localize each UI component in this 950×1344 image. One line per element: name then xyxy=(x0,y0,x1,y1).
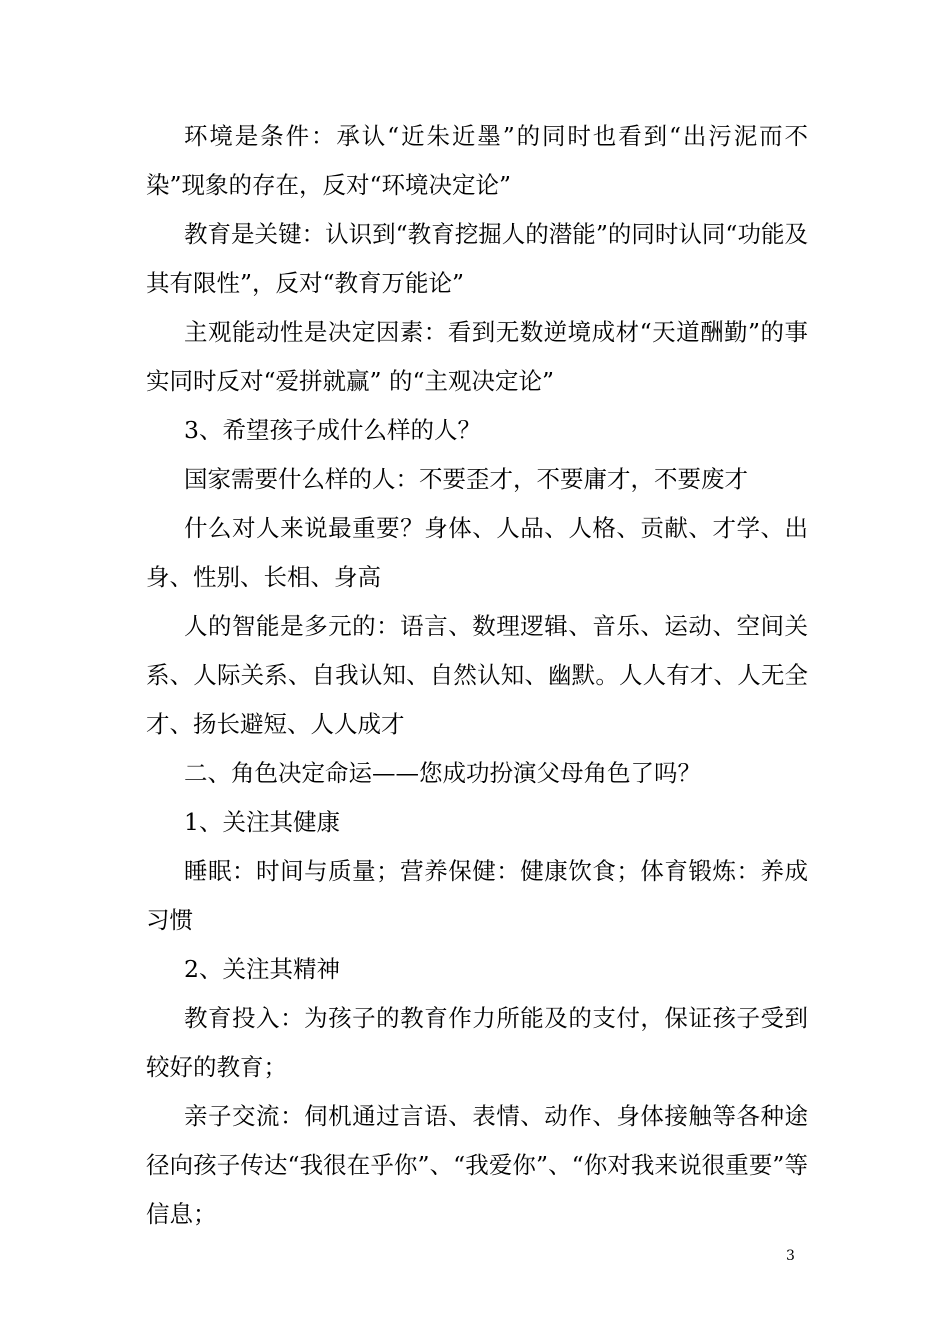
paragraph-education-investment: 教育投入：为孩子的教育作力所能及的支付，保证孩子受到较好的教育； xyxy=(146,1004,808,1081)
paragraph-most-important: 什么对人来说最重要？身体、人品、人格、贡献、才学、出身、性别、长相、身高 xyxy=(146,514,808,591)
heading-what-kind-of-person: 3、希望孩子成什么样的人？ xyxy=(184,416,481,444)
paragraph-national-needs: 国家需要什么样的人：不要歪才，不要庸才，不要废才 xyxy=(184,465,748,493)
paragraph-parent-child-communication: 亲子交流：伺机通过言语、表情、动作、身体接触等各种途径向孩子传达“我很在乎你”、“我爱你”、“你对我来说很重要”等信息； xyxy=(146,1102,808,1228)
paragraph-multiple-intelligences: 人的智能是多元的：语言、数理逻辑、音乐、运动、空间关系、人际关系、自我认知、自然认知、幽默。人人有才、人无全才、扬长避短、人人成才 xyxy=(146,612,808,738)
heading-spirit: 2、关注其精神 xyxy=(184,955,340,983)
paragraph-environment: 环境是条件：承认“近朱近墨”的同时也看到“出污泥而不染”现象的存在，反对“环境决定论” xyxy=(146,122,808,199)
heading-health: 1、关注其健康 xyxy=(184,808,340,836)
page-number: 3 xyxy=(786,1248,795,1264)
paragraph-initiative: 主观能动性是决定因素：看到无数逆境成材“天道酬勤”的事实同时反对“爱拼就赢” 的“主观决定论” xyxy=(146,318,808,395)
paragraph-education: 教育是关键：认识到“教育挖掘人的潜能”的同时认同“功能及其有限性”，反对“教育万能论” xyxy=(146,220,808,297)
heading-role-determines-fate: 二、角色决定命运——您成功扮演父母角色了吗？ xyxy=(184,759,701,787)
paragraph-health-details: 睡眠：时间与质量；营养保健：健康饮食；体育锻炼：养成习惯 xyxy=(146,857,808,934)
document-body xyxy=(146,112,808,1239)
